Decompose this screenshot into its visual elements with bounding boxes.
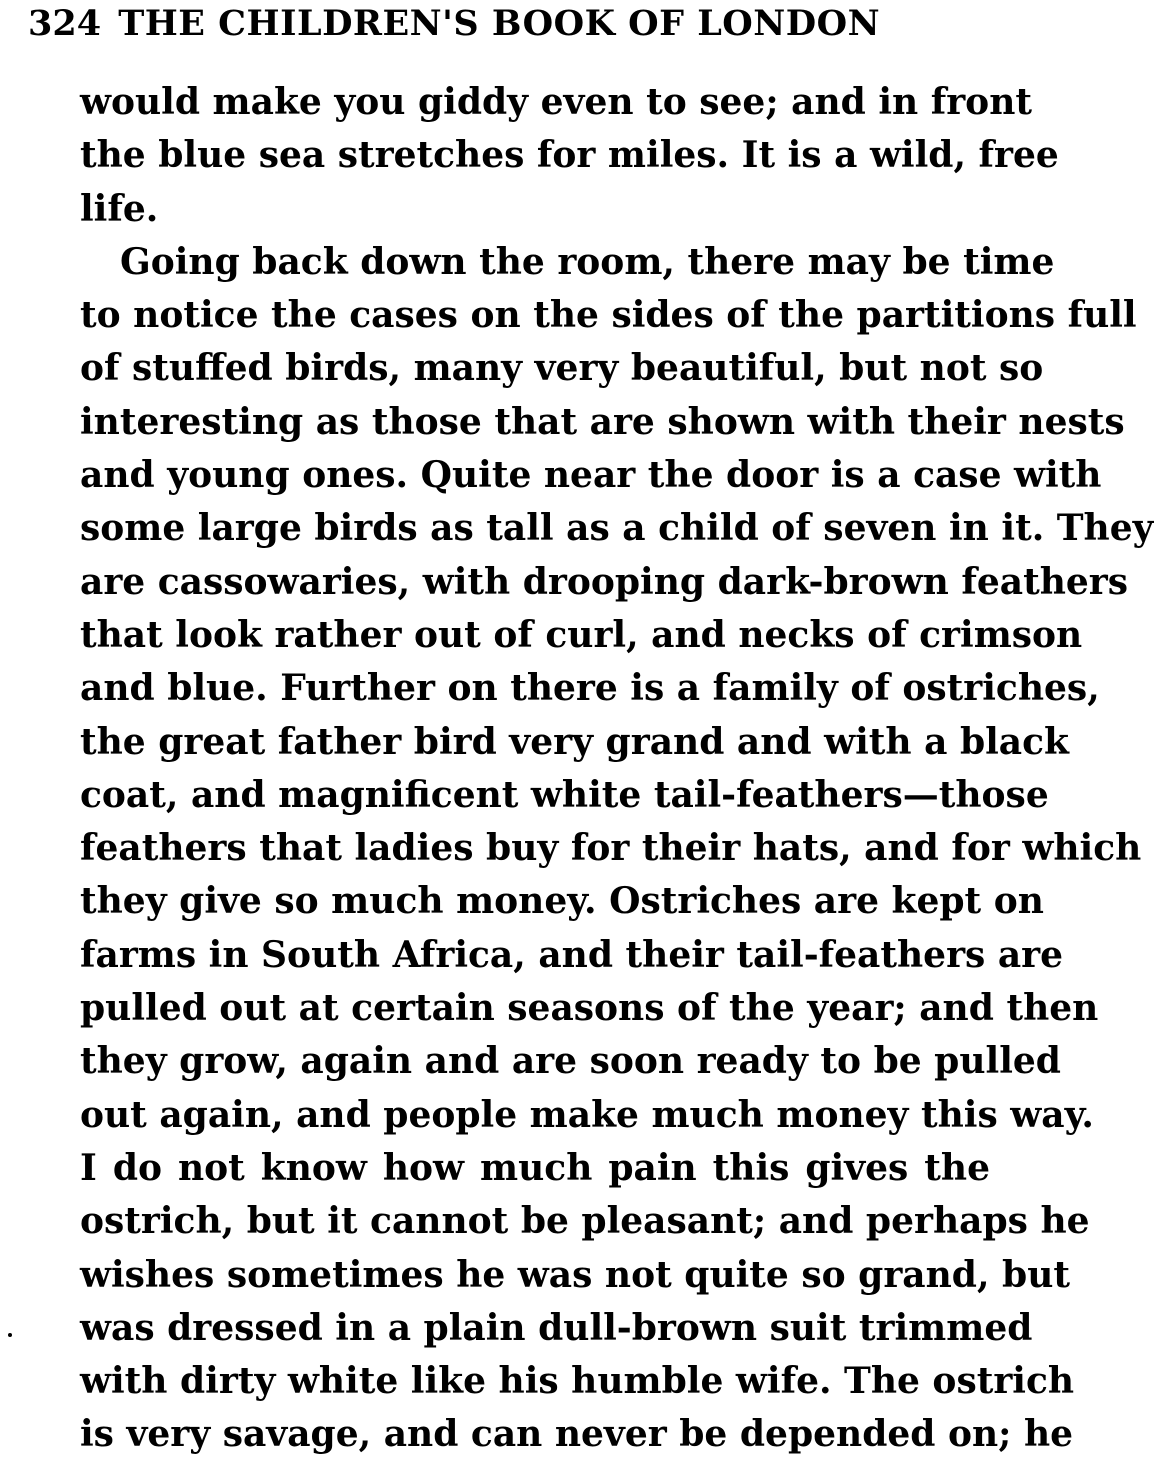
- text-line: some large birds as tall as a child of seven in it. They: [80, 507, 1154, 550]
- text-line: pulled out at certain seasons of the year; and then: [80, 987, 1099, 1030]
- text-line: interesting as those that are shown with their nests: [80, 400, 1125, 443]
- margin-speck: [8, 1333, 12, 1337]
- text-line: and young ones. Quite near the door is a case with: [80, 454, 1102, 497]
- text-line: the blue sea stretches for miles. It is a wild, free: [80, 134, 1059, 177]
- text-line: that look rather out of curl, and necks of crimson: [80, 613, 1083, 656]
- paragraph-2: [80, 236, 1154, 1462]
- body-text: [80, 76, 1154, 1462]
- running-head: [28, 2, 968, 46]
- text-line: would make you giddy even to see; and in front: [80, 81, 1032, 123]
- text-line: with dirty white like his humble wife. The ostrich: [80, 1360, 1075, 1403]
- text-line: I do not know how much pain this gives the: [80, 1146, 990, 1189]
- text-line: to notice the cases on the sides of the partitions full: [80, 294, 1137, 337]
- text-line: coat, and magnificent white tail-feathers—those: [80, 773, 1049, 816]
- text-line: wishes sometimes he was not quite so grand, but: [80, 1253, 1071, 1296]
- text-line: farms in South Africa, and their tail-feathers are: [80, 933, 1064, 976]
- text-line: are cassowaries, with drooping dark-brown feathers: [80, 560, 1129, 603]
- text-line: they give so much money. Ostriches are kept on: [80, 880, 1044, 923]
- paragraph-1: [80, 76, 1059, 236]
- text-line: out again, and people make much money this way.: [80, 1093, 1094, 1136]
- text-line: life.: [80, 187, 159, 230]
- running-title: THE CHILDREN'S BOOK OF LONDON: [118, 3, 881, 44]
- text-line: of stuffed birds, many very beautiful, but not so: [80, 347, 1044, 390]
- text-line: they grow, again and are soon ready to be pulled: [80, 1040, 1061, 1083]
- text-line: and blue. Further on there is a family of ostriches,: [80, 667, 1100, 710]
- text-line: was dressed in a plain dull-brown suit trimmed: [80, 1306, 1033, 1349]
- text-line: feathers that ladies buy for their hats, and for which: [80, 827, 1142, 870]
- text-line: Going back down the room, there may be time: [120, 240, 1055, 283]
- page-number: 324: [28, 3, 102, 44]
- text-line: the great father bird very grand and with a black: [80, 720, 1069, 763]
- text-line: is very savage, and can never be depended on; he: [80, 1413, 1074, 1456]
- text-line: ostrich, but it cannot be pleasant; and perhaps he: [80, 1200, 1090, 1243]
